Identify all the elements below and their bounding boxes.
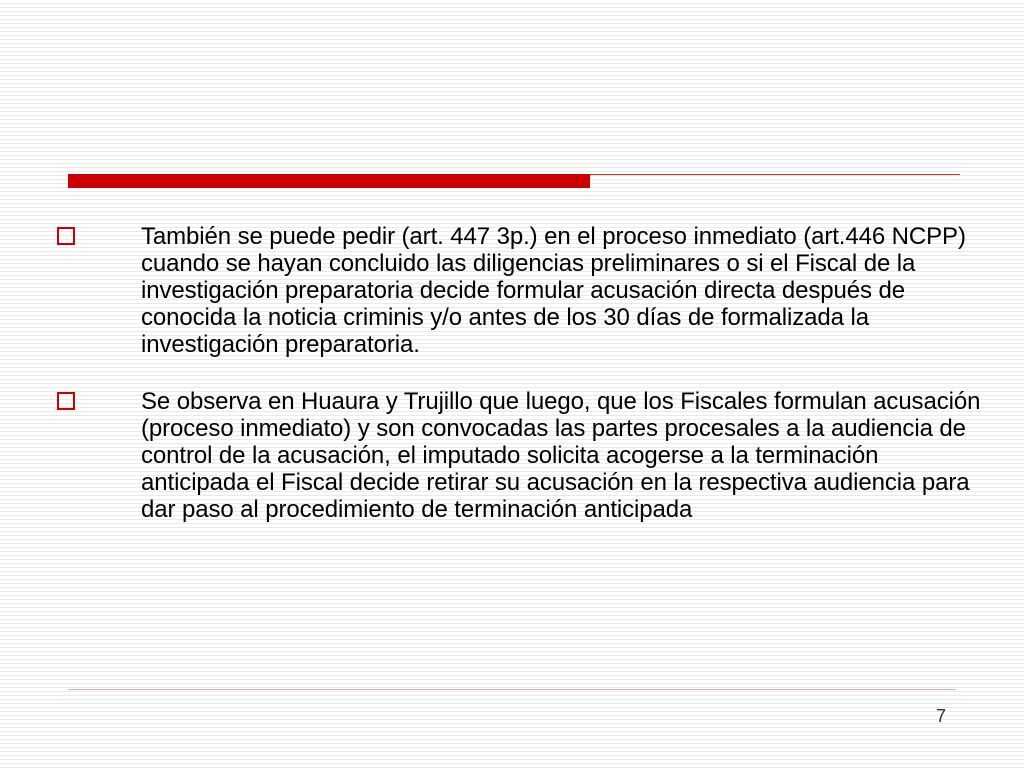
bullet-item-1 (56, 223, 986, 358)
top-divider-thick-bar (68, 174, 590, 188)
page-number: 7 (935, 706, 946, 726)
bullet-text-1: También se puede pedir (art. 447 3p.) en el proceso inmediato (art.446 NCPP) cuando se hayan concluido las diligencias preliminares o si el Fiscal de la investigación preparatoria decide formular acusación directa después de conocida la noticia criminis y/o antes de los 30 días de formalizada la investigación preparatoria. (141, 223, 966, 358)
hollow-square-bullet-icon (57, 392, 75, 410)
top-divider (68, 174, 960, 188)
bullet-text-2: Se observa en Huaura y Trujillo que luego, que los Fiscales formulan acusación (proceso inmediato) y son convocadas las partes procesales a la audiencia de control de la acusación, el imputado solicita acogerse a la terminación anticipada el Fiscal decide retirar su acusación en la respectiva audiencia para dar paso al procedimiento de terminación anticipada (141, 388, 981, 523)
bullet-list (56, 223, 986, 553)
bullet-item-2 (56, 388, 986, 523)
hollow-square-bullet-icon (57, 227, 75, 245)
bottom-divider (68, 689, 956, 690)
top-divider-thin-line (590, 174, 960, 175)
